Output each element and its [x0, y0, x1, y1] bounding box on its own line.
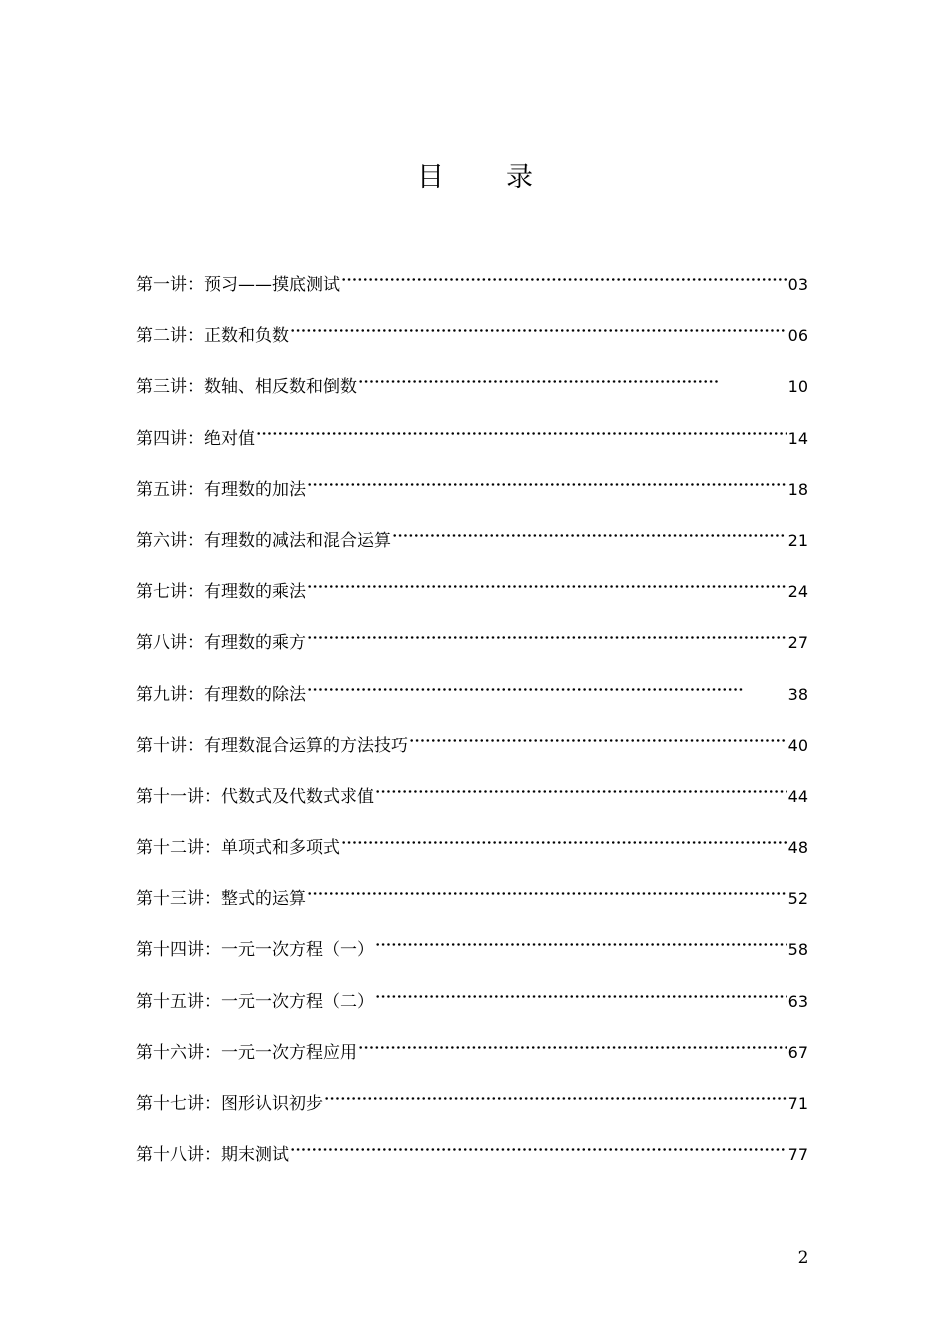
toc-leader-dots — [307, 618, 787, 648]
toc-entry-17[interactable] — [136, 1079, 808, 1130]
toc-entry-label: 第八讲：有理数的乘方 — [136, 633, 306, 654]
toc-entry-12[interactable] — [136, 823, 808, 874]
toc-leader-dots — [375, 772, 787, 802]
toc-entry-page: 38 — [787, 684, 808, 704]
page-number: 2 — [797, 1248, 809, 1268]
toc-entry-label: 第十讲：有理数混合运算的方法技巧 — [136, 735, 408, 756]
toc-entry-7[interactable] — [136, 567, 808, 618]
toc-entry-16[interactable] — [136, 1028, 808, 1079]
toc-entry-page: 71 — [787, 1094, 808, 1113]
toc-entry-page: 24 — [787, 582, 808, 602]
toc-entry-page: 63 — [787, 991, 808, 1011]
toc-entry-page: 67 — [787, 1042, 808, 1062]
toc-leader-dots — [307, 670, 744, 700]
toc-leader-dots — [375, 925, 787, 955]
toc-entry-label: 第十八讲：期末测试 — [136, 1145, 289, 1166]
toc-entry-10[interactable] — [136, 721, 808, 772]
toc-entry-label: 第四讲：绝对值 — [136, 428, 255, 449]
toc-leader-dots — [307, 567, 787, 597]
toc-entry-3[interactable] — [136, 362, 808, 413]
title-char-left: 目 — [417, 162, 444, 193]
toc-entry-15[interactable] — [136, 977, 808, 1028]
toc-entry-label: 第三讲：数轴、相反数和倒数 — [136, 377, 357, 398]
toc-entry-2[interactable] — [136, 311, 808, 362]
toc-entry-label: 第一讲：预习——摸底测试 — [136, 275, 340, 295]
table-of-contents — [136, 260, 808, 1181]
toc-entry-1[interactable] — [136, 260, 808, 311]
toc-entry-label: 第十七讲：图形认识初步 — [136, 1094, 323, 1114]
toc-entry-page: 21 — [787, 530, 808, 550]
toc-entry-label: 第十五讲：一元一次方程（二） — [136, 991, 374, 1012]
toc-entry-page: 58 — [787, 940, 808, 960]
toc-leader-dots — [341, 823, 787, 853]
toc-entry-page: 48 — [787, 838, 808, 858]
toc-entry-4[interactable] — [136, 414, 808, 465]
toc-leader-dots — [409, 721, 787, 751]
toc-entry-label: 第十二讲：单项式和多项式 — [136, 838, 340, 859]
toc-leader-dots — [307, 465, 787, 495]
toc-entry-page: 77 — [787, 1145, 808, 1165]
toc-entry-11[interactable] — [136, 772, 808, 823]
toc-entry-label: 第五讲：有理数的加法 — [136, 479, 306, 500]
toc-leader-dots — [324, 1079, 787, 1109]
toc-entry-page: 14 — [787, 428, 808, 448]
toc-entry-5[interactable] — [136, 465, 808, 516]
toc-entry-label: 第十四讲：一元一次方程（一） — [136, 940, 374, 961]
toc-entry-page: 03 — [787, 275, 808, 294]
toc-entry-6[interactable] — [136, 516, 808, 567]
toc-leader-dots — [290, 311, 787, 341]
toc-leader-dots — [307, 874, 787, 904]
toc-entry-label: 第六讲：有理数的减法和混合运算 — [136, 530, 391, 551]
toc-entry-page: 44 — [787, 786, 808, 806]
toc-entry-8[interactable] — [136, 618, 808, 669]
toc-entry-label: 第九讲：有理数的除法 — [136, 684, 306, 705]
title-char-right: 录 — [506, 162, 533, 193]
toc-entry-label: 第七讲：有理数的乘法 — [136, 582, 306, 603]
toc-entry-label: 第二讲：正数和负数 — [136, 326, 289, 347]
toc-entry-page: 27 — [787, 633, 808, 653]
toc-entry-13[interactable] — [136, 874, 808, 925]
toc-leader-dots — [358, 362, 720, 392]
toc-entry-page: 06 — [787, 326, 808, 346]
toc-leader-dots — [290, 1130, 787, 1160]
toc-entry-label: 第十六讲：一元一次方程应用 — [136, 1042, 357, 1063]
toc-entry-page: 40 — [787, 735, 808, 755]
toc-entry-label: 第十三讲：整式的运算 — [136, 889, 306, 910]
toc-leader-dots — [256, 414, 787, 444]
toc-leader-dots — [358, 1028, 787, 1058]
toc-leader-dots — [375, 977, 787, 1007]
toc-entry-page: 18 — [787, 479, 808, 499]
toc-leader-dots — [341, 260, 787, 290]
toc-entry-14[interactable] — [136, 925, 808, 976]
toc-entry-page: 10 — [787, 377, 808, 397]
toc-entry-page: 52 — [787, 889, 808, 909]
toc-leader-dots — [392, 516, 787, 546]
toc-entry-label: 第十一讲：代数式及代数式求值 — [136, 786, 374, 807]
toc-entry-9[interactable] — [136, 670, 808, 721]
page-title — [0, 158, 950, 198]
toc-entry-18[interactable] — [136, 1130, 808, 1181]
